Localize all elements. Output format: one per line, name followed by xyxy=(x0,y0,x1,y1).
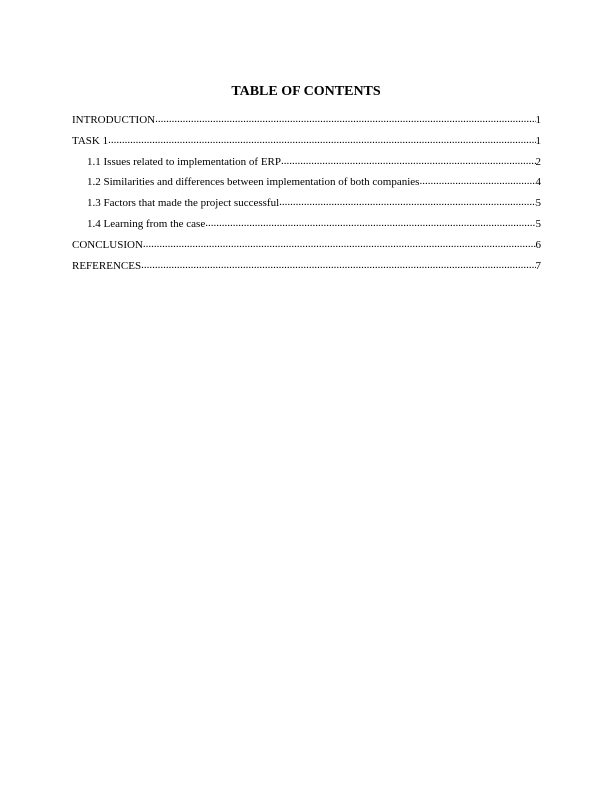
toc-entry-label: TASK 1 xyxy=(72,134,109,147)
toc-entry-label: REFERENCES xyxy=(72,259,142,272)
toc-page-number: 1 xyxy=(535,114,541,126)
toc-entry-label: INTRODUCTION xyxy=(72,114,156,126)
toc-page-number: 5 xyxy=(535,217,541,230)
toc-entry-1-2[interactable] xyxy=(72,175,541,196)
toc-entry-1-3[interactable] xyxy=(72,196,541,217)
toc-entry-1-1[interactable] xyxy=(72,155,541,176)
toc-page-number: 5 xyxy=(535,197,541,210)
toc-entry-label: 1.1 Issues related to implementation of ERP xyxy=(87,155,281,168)
table-of-contents xyxy=(72,113,541,279)
toc-title: TABLE OF CONTENTS xyxy=(231,84,381,99)
toc-entry-1-4[interactable] xyxy=(72,217,541,238)
toc-entry-task-1[interactable] xyxy=(72,134,541,155)
toc-dot-leader xyxy=(143,238,536,248)
toc-dot-leader xyxy=(155,113,535,123)
toc-page-number: 4 xyxy=(535,176,541,189)
toc-dot-leader xyxy=(419,175,535,185)
toc-entry-label: 1.4 Learning from the case xyxy=(87,217,206,230)
toc-dot-leader xyxy=(108,134,535,144)
toc-dot-leader xyxy=(281,155,536,165)
toc-entry-label: 1.3 Factors that made the project successful xyxy=(87,197,280,210)
toc-dot-leader xyxy=(279,196,535,206)
toc-page-number: 2 xyxy=(535,155,541,168)
toc-entry-label: 1.2 Similarities and differences between implementation of both companies xyxy=(87,176,420,189)
toc-dot-leader xyxy=(205,217,535,227)
toc-entry-conclusion[interactable] xyxy=(72,238,541,259)
toc-page-number: 1 xyxy=(535,134,541,147)
toc-entry-label: CONCLUSION xyxy=(72,238,143,251)
toc-entry-introduction[interactable] xyxy=(72,113,541,134)
toc-page-number: 7 xyxy=(535,259,541,272)
toc-page-number: 6 xyxy=(535,238,541,251)
toc-dot-leader xyxy=(141,259,535,269)
toc-entry-references[interactable] xyxy=(72,259,541,280)
